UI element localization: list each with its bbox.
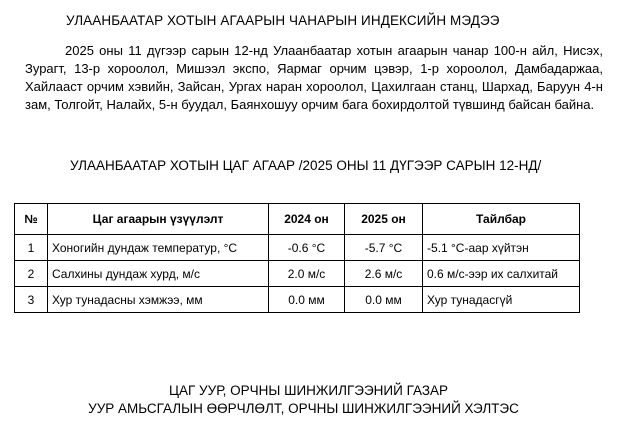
row-2025-value: 0.0 мм <box>345 287 423 313</box>
document-heading: УЛААНБААТАР ХОТЫН АГААРЫН ЧАНАРЫН ИНДЕКСИЙН МЭДЭЭ <box>66 13 500 28</box>
row-no: 2 <box>15 261 48 287</box>
row-param: Хур тунадасны хэмжээ, мм <box>48 287 269 313</box>
row-no: 1 <box>15 235 48 261</box>
footer-agency: ЦАГ УУР, ОРЧНЫ ШИНЖИЛГЭЭНИЙ ГАЗАР <box>168 383 448 398</box>
row-no: 3 <box>15 287 48 313</box>
row-note: 0.6 м/с-ээр их салхитай <box>423 261 580 287</box>
row-2024-value: 2.0 м/с <box>269 261 345 287</box>
table-row <box>15 235 580 261</box>
header-2025: 2025 он <box>345 204 423 235</box>
header-note: Тайлбар <box>423 204 580 235</box>
row-param: Салхины дундаж хурд, м/с <box>48 261 269 287</box>
footer-division: УУР АМЬСГАЛЫН ӨӨРЧЛӨЛТ, ОРЧНЫ ШИНЖИЛГЭЭНИЙ ХЭЛТЭС <box>88 401 519 416</box>
air-quality-paragraph: 2025 оны 11 дүгээр сарын 12-нд Улаанбаатар хотын агаарын чанар 100-н айл, Нисэх, Зурагт, 13-р хороолол, Мишээл экспо, Яармаг орчим цэвэр, 1-р хороолол, Дамбадаржаа, Хайлааст орчим хэвийн, Зайсан, Ургах наран хороолол, Цахилгаан станц, Шархад, Баруун 4-н зам, Толгойт, Налайх, 5-н буудал, Баянхошуу орчим бага бохирдолтой түвшинд байсан байна. <box>25 43 603 112</box>
weather-table <box>14 203 580 313</box>
row-2025-value: -5.7 °C <box>345 235 423 261</box>
table-title: УЛААНБААТАР ХОТЫН ЦАГ АГААР /2025 ОНЫ 11 ДҮГЭЭР САРЫН 12-НД/ <box>70 158 542 173</box>
header-no: № <box>15 204 48 235</box>
table-row <box>15 287 580 313</box>
row-2025-value: 2.6 м/с <box>345 261 423 287</box>
table-row <box>15 261 580 287</box>
table-header-row <box>15 204 580 235</box>
row-note: -5.1 °C-аар хүйтэн <box>423 235 580 261</box>
row-param: Хоногийн дундаж температур, °C <box>48 235 269 261</box>
row-2024-value: -0.6 °C <box>269 235 345 261</box>
header-param: Цаг агаарын үзүүлэлт <box>48 204 269 235</box>
header-2024: 2024 он <box>269 204 345 235</box>
row-note: Хур тунадасгүй <box>423 287 580 313</box>
row-2024-value: 0.0 мм <box>269 287 345 313</box>
